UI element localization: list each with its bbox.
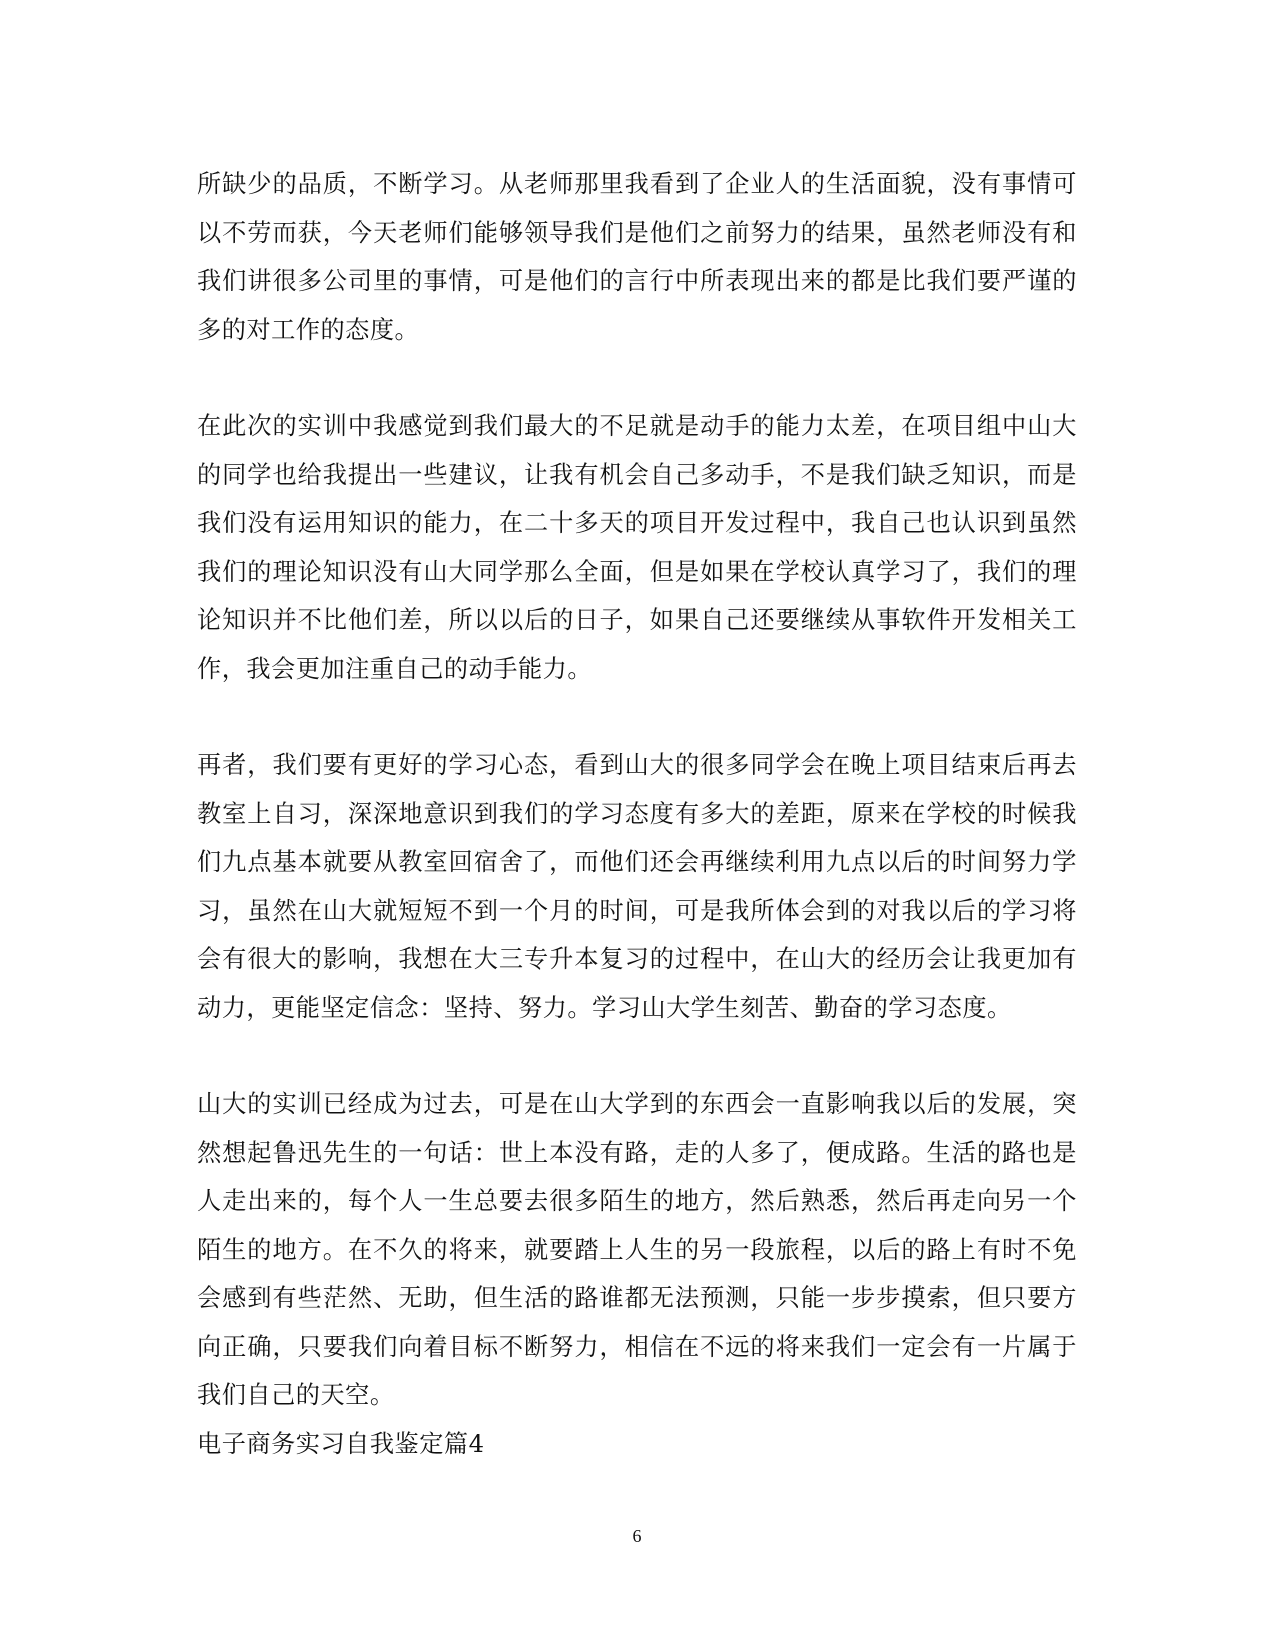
paragraph-3: 再者，我们要有更好的学习心态，看到山大的很多同学会在晚上项目结束后再去教室上自习，深深地意识到我们的学习态度有多大的差距，原来在学校的时候我们九点基本就要从教室回宿舍了，而他们还会再继续利用九点以后的时间努力学习，虽然在山大就短短不到一个月的时间，可是我所体会到的对我以后的学习将会有很大的影响，我想在大三专升本复习的过程中，在山大的经历会让我更加有动力，更能坚定信念：坚持、努力。学习山大学生刻苦、勤奋的学习态度。 xyxy=(197,751,1077,1022)
paragraph-4: 山大的实训已经成为过去，可是在山大学到的东西会一直影响我以后的发展，突然想起鲁迅先生的一句话：世上本没有路，走的人多了，便成路。生活的路也是人走出来的，每个人一生总要去很多陌生的地方，然后熟悉，然后再走向另一个陌生的地方。在不久的将来，就要踏上人生的另一段旅程，以后的路上有时不免会感到有些茫然、无助，但生活的路谁都无法预测，只能一步步摸索，但只要方向正确，只要我们向着目标不断努力，相信在不远的将来我们一定会有一片属于我们自己的天空。 xyxy=(197,1090,1077,1409)
paragraph-spacer xyxy=(197,1032,1077,1080)
section-heading: 电子商务实习自我鉴定篇4 xyxy=(197,1429,485,1458)
document-body xyxy=(197,160,1077,1468)
paragraph-2: 在此次的实训中我感觉到我们最大的不足就是动手的能力太差，在项目组中山大的同学也给我提出一些建议，让我有机会自己多动手，不是我们缺乏知识，而是我们没有运用知识的能力，在二十多天的项目开发过程中，我自己也认识到虽然我们的理论知识没有山大同学那么全面，但是如果在学校认真学习了，我们的理论知识并不比他们差，所以以后的日子，如果自己还要继续从事软件开发相关工作，我会更加注重自己的动手能力。 xyxy=(197,412,1077,683)
page-number: 6 xyxy=(632,1526,642,1546)
paragraph-1: 所缺少的品质，不断学习。从老师那里我看到了企业人的生活面貌，没有事情可以不劳而获，今天老师们能够领导我们是他们之前努力的结果，虽然老师没有和我们讲很多公司里的事情，可是他们的言行中所表现出来的都是比我们要严谨的多的对工作的态度。 xyxy=(197,170,1077,344)
paragraph-spacer xyxy=(197,354,1077,402)
paragraph-spacer xyxy=(197,693,1077,741)
